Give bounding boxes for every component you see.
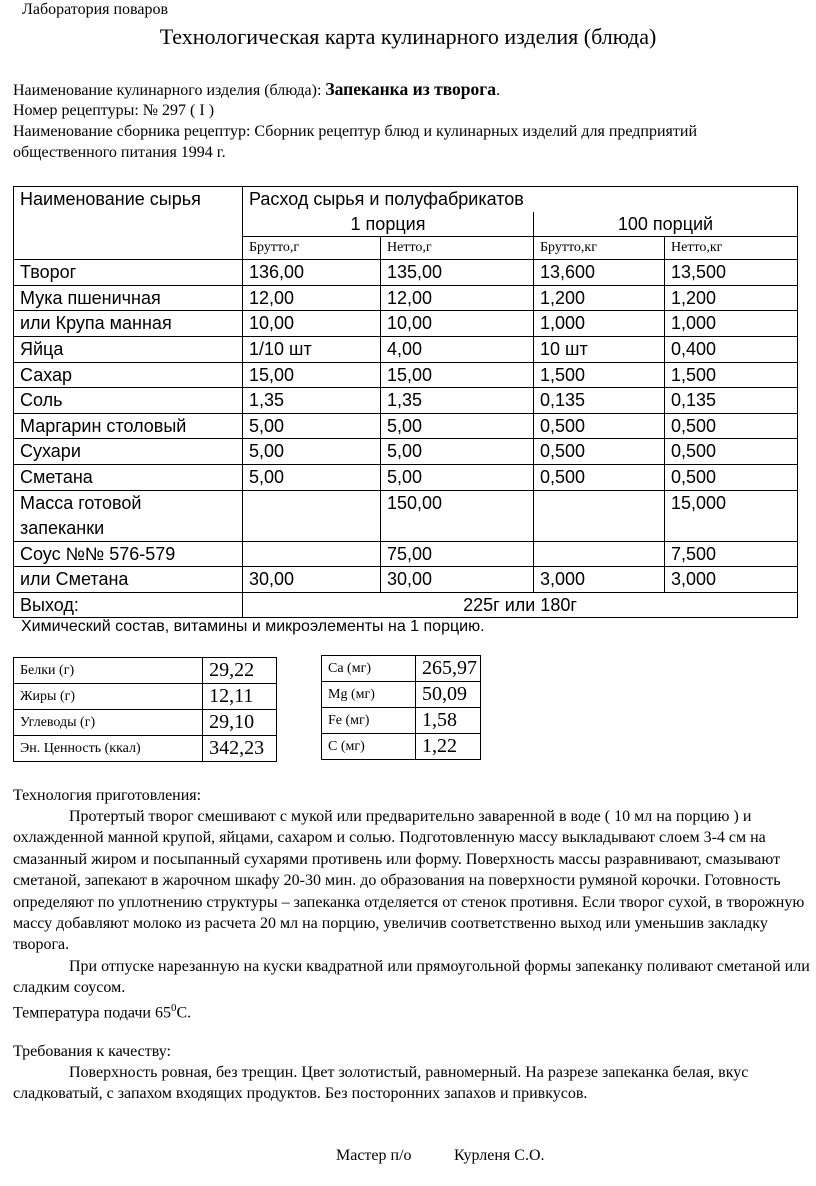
- table-cell: 15,00: [381, 362, 534, 388]
- table-cell: 0,400: [665, 336, 798, 362]
- table-cell: 1/10 шт: [243, 336, 381, 362]
- nutrient-value: 1,58: [416, 708, 481, 734]
- output-label: Выход:: [14, 592, 243, 618]
- tech-paragraph-2: При отпуске нарезанную на куски квадратной или прямоугольной формы запеканку поливают сметаной или сладким соусом.: [13, 958, 810, 997]
- mass-label-line-1: Масса готовой: [20, 492, 142, 513]
- table-row: [14, 464, 798, 490]
- sub-header: Нетто,г: [381, 237, 534, 260]
- mass-label-line-2: запеканки: [20, 517, 105, 538]
- dish-name-label: Наименование кулинарного изделия (блюда):: [13, 82, 322, 99]
- ingredient-name: Мука пшеничная: [14, 285, 243, 311]
- table-cell: 13,500: [665, 260, 798, 286]
- recipe-number: Номер рецептуры: № 297 ( I ): [13, 102, 215, 119]
- tech-heading: Технология приготовления:: [13, 787, 202, 804]
- ingredient-name: Яйца: [14, 336, 243, 362]
- nutrient-label: Ca (мг): [322, 656, 416, 682]
- signature-name: Курленя С.О.: [454, 1147, 545, 1164]
- table-row: [322, 734, 481, 760]
- table-cell: 0,500: [665, 413, 798, 439]
- serving-temperature: [13, 998, 191, 1024]
- table-row: [14, 336, 798, 362]
- table-cell: 12,00: [381, 285, 534, 311]
- table-cell: 1,200: [534, 285, 665, 311]
- chem-caption: Химический состав, витамины и микроэлементы на 1 порцию.: [21, 618, 485, 635]
- table-row: [14, 736, 277, 762]
- table-cell: 0,500: [665, 439, 798, 465]
- table-cell: 3,000: [534, 567, 665, 593]
- table-row: [14, 260, 798, 286]
- dish-name-value: Запеканка из творога: [325, 79, 496, 99]
- table-cell: 3,000: [665, 567, 798, 593]
- dish-name-end: .: [495, 82, 500, 99]
- ingredient-name: или Крупа манная: [14, 311, 243, 337]
- table-row: [322, 708, 481, 734]
- dish-name-line: [13, 79, 500, 101]
- collection-line-1: Наименование сборника рецептур: Сборник рецептур блюд и кулинарных изделий для предприятий: [13, 123, 698, 140]
- table-row: [14, 311, 798, 337]
- table-cell: 135,00: [381, 260, 534, 286]
- nutrient-value: 265,97: [416, 656, 481, 682]
- mass-label: [14, 490, 243, 541]
- col-name-header: Наименование сырья: [14, 187, 243, 260]
- table-row: [14, 658, 277, 684]
- temp-prefix: Температура подачи 65: [13, 1004, 171, 1022]
- signature-role: Мастер п/о: [336, 1147, 412, 1164]
- table-cell: 13,600: [534, 260, 665, 286]
- table-cell: 1,200: [665, 285, 798, 311]
- table-cell: 0,135: [534, 388, 665, 414]
- ingredient-name: Творог: [14, 260, 243, 286]
- table-row: [14, 541, 798, 567]
- table-cell: 7,500: [665, 541, 798, 567]
- table-cell: 12,00: [243, 285, 381, 311]
- table-cell: 0,500: [534, 413, 665, 439]
- table-cell: Соус №№ 576-579: [14, 541, 243, 567]
- ingredient-name: Маргарин столовый: [14, 413, 243, 439]
- nutrient-value: 342,23: [203, 736, 277, 762]
- nutrient-value: 12,11: [203, 684, 277, 710]
- nutrient-label: Fe (мг): [322, 708, 416, 734]
- table-row: [322, 656, 481, 682]
- table-row: [14, 592, 798, 618]
- nutrient-label: Жиры (г): [14, 684, 203, 710]
- table-cell: 1,000: [665, 311, 798, 337]
- table-cell: 1,500: [534, 362, 665, 388]
- table-cell: [243, 541, 381, 567]
- table-cell: 15,000: [665, 490, 798, 541]
- table-cell: [243, 490, 381, 541]
- table-cell: 5,00: [243, 413, 381, 439]
- ingredients-table: [13, 186, 798, 618]
- collection-line-2: общественного питания 1994 г.: [13, 144, 226, 161]
- table-cell: 4,00: [381, 336, 534, 362]
- lab-name: Лаборатория поваров: [22, 1, 169, 18]
- table-cell: 0,500: [534, 464, 665, 490]
- table-row: [14, 285, 798, 311]
- table-cell: 5,00: [381, 464, 534, 490]
- sub-header: Брутто,кг: [534, 237, 665, 260]
- nutrient-value: 29,10: [203, 710, 277, 736]
- table-cell: 5,00: [243, 464, 381, 490]
- table-cell: 75,00: [381, 541, 534, 567]
- table-cell: 1,000: [534, 311, 665, 337]
- output-value: 225г или 180г: [243, 592, 798, 618]
- table-cell: 5,00: [381, 413, 534, 439]
- table-row: [14, 567, 798, 593]
- col-usage-header: Расход сырья и полуфабрикатов: [243, 187, 798, 212]
- ingredient-name: Соль: [14, 388, 243, 414]
- table-row: [14, 413, 798, 439]
- table-row: [14, 684, 277, 710]
- chem-right-table: [321, 655, 481, 760]
- quality-heading: Требования к качеству:: [13, 1043, 171, 1060]
- quality-paragraph: Поверхность ровная, без трещин. Цвет золотистый, равномерный. На разрезе запеканка белая, вкус сладковатый, с запахом входящих продуктов. Без посторонних запахов и привкусов.: [13, 1064, 749, 1103]
- temp-degree: 0: [170, 1002, 177, 1014]
- nutrient-label: Белки (г): [14, 658, 203, 684]
- portion-100-header: 100 порций: [534, 212, 798, 237]
- sub-header: Нетто,кг: [665, 237, 798, 260]
- table-cell: 15,00: [243, 362, 381, 388]
- table-row: [322, 682, 481, 708]
- nutrient-label: Углеводы (г): [14, 710, 203, 736]
- table-row: [14, 362, 798, 388]
- table-cell: 0,500: [534, 439, 665, 465]
- table-cell: 10,00: [243, 311, 381, 337]
- nutrient-value: 1,22: [416, 734, 481, 760]
- ingredient-rows: [14, 260, 798, 490]
- table-cell: 1,35: [243, 388, 381, 414]
- nutrient-label: C (мг): [322, 734, 416, 760]
- table-cell: 10,00: [381, 311, 534, 337]
- sub-header: Брутто,г: [243, 237, 381, 260]
- table-cell: [534, 490, 665, 541]
- nutrient-label: Эн. Ценность (ккал): [14, 736, 203, 762]
- ingredient-name: Сахар: [14, 362, 243, 388]
- nutrient-label: Mg (мг): [322, 682, 416, 708]
- table-row: [14, 439, 798, 465]
- page-title: Технологическая карта кулинарного изделия (блюда): [159, 24, 657, 49]
- table-row: [14, 710, 277, 736]
- table-cell: [534, 541, 665, 567]
- table-cell: 10 шт: [534, 336, 665, 362]
- nutrient-value: 50,09: [416, 682, 481, 708]
- table-cell: 30,00: [243, 567, 381, 593]
- table-cell: 1,500: [665, 362, 798, 388]
- table-cell: 0,500: [665, 464, 798, 490]
- tech-paragraph-1: Протертый творог смешивают с мукой или предварительно заваренной в воде ( 10 мл на порцию ) и охлажденной манной крупой, яйцами, сахаром и солью. Подготовленную массу выкладывают слоем 3-4 см на смазанный жиром и посыпанный сухарями противень или форму. Поверхность массы разравнивают, смазывают сметаной, запекают в жарочном шкафу 20-30 мин. до образования на поверхности румяной корочки. Готовность определяют по уплотнению структуры – запеканка отделяется от стенок противня. Если творог сухой, в творожную массу добавляют молоко из расчета 20 мл на порцию, увеличив соответственно выход или уменьшив закладку творога.: [13, 808, 805, 954]
- table-cell: или Сметана: [14, 567, 243, 593]
- table-row: [14, 490, 798, 541]
- nutrient-value: 29,22: [203, 658, 277, 684]
- table-cell: 150,00: [381, 490, 534, 541]
- chem-left-table: [13, 657, 277, 762]
- portion-1-header: 1 порция: [243, 212, 534, 237]
- table-cell: 136,00: [243, 260, 381, 286]
- table-cell: 1,35: [381, 388, 534, 414]
- table-cell: 30,00: [381, 567, 534, 593]
- table-row: [14, 388, 798, 414]
- temp-suffix: С.: [176, 1004, 192, 1022]
- table-cell: 0,135: [665, 388, 798, 414]
- ingredient-name: Сметана: [14, 464, 243, 490]
- ingredient-name: Сухари: [14, 439, 243, 465]
- table-cell: 5,00: [381, 439, 534, 465]
- table-cell: 5,00: [243, 439, 381, 465]
